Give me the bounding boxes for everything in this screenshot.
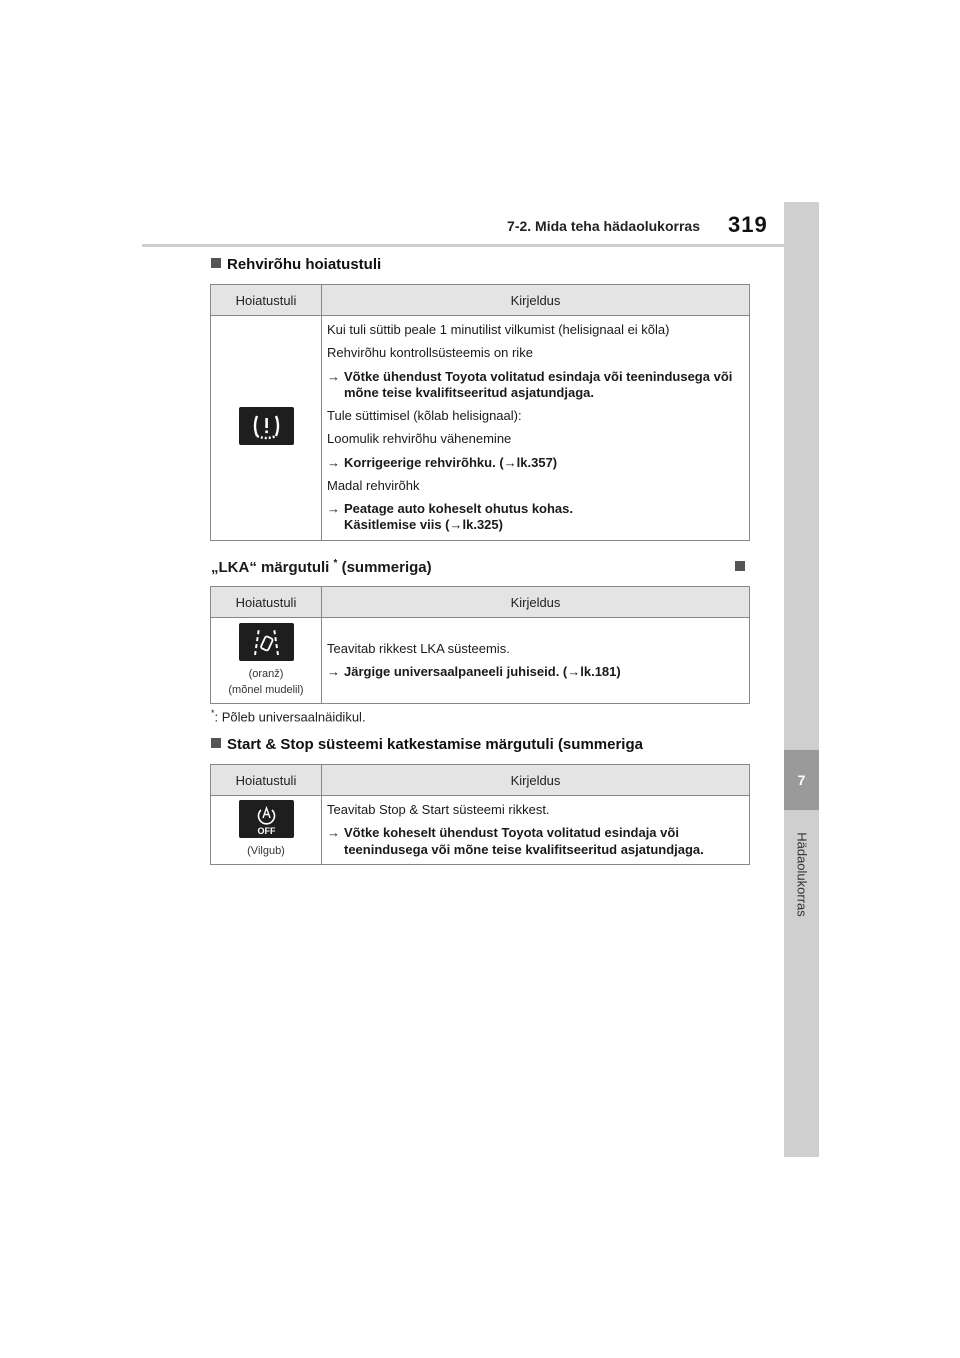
lka-table	[210, 586, 750, 704]
header-rule	[142, 244, 784, 247]
svg-text:OFF: OFF	[257, 826, 275, 837]
icon-note: (Vilgub)	[247, 845, 285, 858]
section-bullet-icon	[735, 561, 745, 571]
section-header: 7-2. Mida teha hädaolukorras	[507, 218, 700, 234]
chapter-sidebar	[784, 202, 819, 1157]
col-header-desc: Kirjeldus	[322, 765, 750, 796]
tire-pressure-warning-icon	[239, 407, 294, 445]
table-row: (oranž) (mõnel mudelil) Teavitab rikkest LKA süsteemis. → Järgige universaalpaneeli juhiseid. (→lk.181)	[211, 618, 750, 704]
chapter-number: 7	[784, 750, 819, 810]
table-row: Kui tuli süttib peale 1 minutilist vilkumist (helisignaal ei kõla) Rehvirõhu kontrollsüsteemis on rike → Võtke ühendust Toyota volitatud esindaja või teenindusega või mõne teise kvalifitseeritud asjatundjaga. Tule süttimisel (kõlab helisignaal): Loomulik rehvirõhu vähenemine → Korrigeerige rehvirõhku. (→lk.357) Madal rehvirõhk → Peatage auto koheselt ohutus kohas. Käsitlemise viis (→lk.325)	[211, 316, 750, 541]
icon-model-note: (mõnel mudelil)	[228, 683, 304, 696]
col-header-light: Hoiatustuli	[211, 587, 322, 618]
stop-start-section-title: Start & Stop süsteemi katkestamise märgutuli (summeriga	[211, 736, 643, 753]
stop-start-table	[210, 764, 750, 865]
section-bullet-icon	[211, 738, 221, 748]
col-header-desc: Kirjeldus	[322, 285, 750, 316]
lka-section-title: „LKA“ märgutuli * (summeriga)	[211, 558, 432, 576]
auto-stop-off-icon	[239, 800, 294, 838]
col-header-desc: Kirjeldus	[322, 587, 750, 618]
section-bullet-icon	[211, 258, 221, 268]
page-number: 319	[728, 212, 768, 237]
icon-color-note: (oranž)	[248, 668, 284, 681]
lane-departure-icon	[239, 623, 294, 661]
tpms-table	[210, 284, 750, 541]
col-header-light: Hoiatustuli	[211, 285, 322, 316]
table-row: OFF (Vilgub) Teavitab Stop & Start süsteemi rikkest. → Võtke koheselt ühendust Toyota volitatud esindaja või teenindusega või mõne teise kvalifitseeritud asjatundjaga.	[211, 796, 750, 865]
chapter-title: Hädaolukorras	[794, 832, 809, 917]
tpms-section-title: Rehvirõhu hoiatustuli	[211, 256, 381, 273]
footnote: *: Põleb universaalnäidikul.	[211, 708, 366, 725]
col-header-light: Hoiatustuli	[211, 765, 322, 796]
